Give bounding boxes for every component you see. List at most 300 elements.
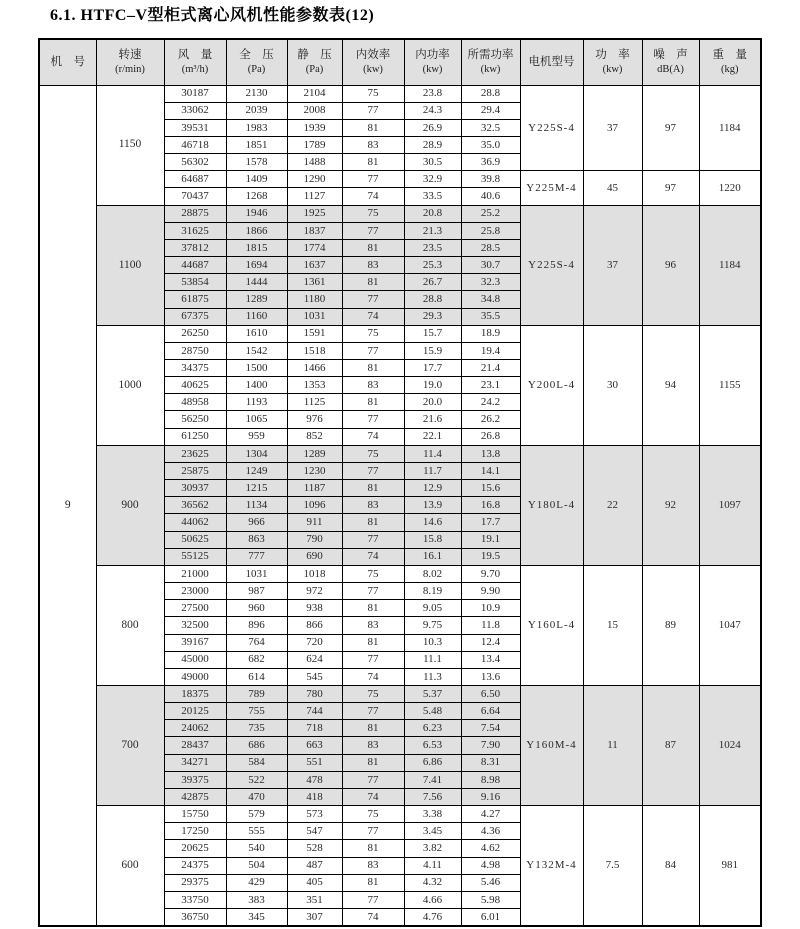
cell-airflow: 49000 bbox=[164, 668, 226, 685]
col-header-weight bbox=[699, 39, 761, 85]
col-header-label: 重 量 bbox=[712, 48, 747, 61]
cell-efficiency: 75 bbox=[342, 806, 404, 823]
cell-internal-power: 6.53 bbox=[404, 737, 461, 754]
cell-motor-power: 37 bbox=[583, 205, 642, 325]
cell-internal-power: 16.1 bbox=[404, 548, 461, 565]
col-header-label: 风 量 bbox=[177, 48, 213, 61]
cell-efficiency: 81 bbox=[342, 154, 404, 171]
cell-airflow: 56250 bbox=[164, 411, 226, 428]
cell-internal-power: 24.3 bbox=[404, 102, 461, 119]
cell-internal-power: 4.76 bbox=[404, 909, 461, 927]
cell-total-pressure: 1866 bbox=[226, 222, 287, 239]
cell-efficiency: 83 bbox=[342, 737, 404, 754]
cell-motor-power: 11 bbox=[583, 685, 642, 805]
cell-efficiency: 77 bbox=[342, 703, 404, 720]
cell-efficiency: 75 bbox=[342, 85, 404, 102]
cell-internal-power: 6.86 bbox=[404, 754, 461, 771]
cell-airflow: 25875 bbox=[164, 462, 226, 479]
cell-static-pressure: 1096 bbox=[287, 497, 342, 514]
col-header-unit: (Pa) bbox=[305, 63, 324, 75]
cell-required-power: 6.64 bbox=[461, 703, 520, 720]
table-row bbox=[39, 205, 761, 222]
table-row bbox=[39, 85, 761, 102]
cell-total-pressure: 614 bbox=[226, 668, 287, 685]
cell-internal-power: 20.0 bbox=[404, 394, 461, 411]
cell-required-power: 4.27 bbox=[461, 806, 520, 823]
cell-airflow: 61250 bbox=[164, 428, 226, 445]
cell-required-power: 40.6 bbox=[461, 188, 520, 205]
col-header-label: 内功率 bbox=[415, 48, 450, 61]
cell-airflow: 32500 bbox=[164, 617, 226, 634]
cell-airflow: 50625 bbox=[164, 531, 226, 548]
cell-required-power: 35.5 bbox=[461, 308, 520, 325]
cell-total-pressure: 1065 bbox=[226, 411, 287, 428]
cell-static-pressure: 418 bbox=[287, 788, 342, 805]
cell-efficiency: 77 bbox=[342, 171, 404, 188]
col-header-airflow bbox=[164, 39, 226, 85]
cell-speed: 1000 bbox=[96, 325, 164, 445]
cell-efficiency: 81 bbox=[342, 600, 404, 617]
cell-internal-power: 4.66 bbox=[404, 891, 461, 908]
cell-internal-power: 14.6 bbox=[404, 514, 461, 531]
cell-internal-power: 3.45 bbox=[404, 823, 461, 840]
cell-internal-power: 28.9 bbox=[404, 136, 461, 153]
cell-internal-power: 5.37 bbox=[404, 685, 461, 702]
cell-required-power: 32.5 bbox=[461, 119, 520, 136]
cell-efficiency: 75 bbox=[342, 445, 404, 462]
cell-internal-power: 4.32 bbox=[404, 874, 461, 891]
cell-static-pressure: 1591 bbox=[287, 325, 342, 342]
cell-internal-power: 8.02 bbox=[404, 565, 461, 582]
header-row bbox=[39, 39, 761, 85]
cell-airflow: 30187 bbox=[164, 85, 226, 102]
cell-total-pressure: 1851 bbox=[226, 136, 287, 153]
cell-efficiency: 81 bbox=[342, 239, 404, 256]
cell-airflow: 24375 bbox=[164, 857, 226, 874]
cell-required-power: 25.2 bbox=[461, 205, 520, 222]
cell-static-pressure: 1361 bbox=[287, 274, 342, 291]
cell-internal-power: 6.23 bbox=[404, 720, 461, 737]
cell-static-pressure: 547 bbox=[287, 823, 342, 840]
col-header-noise bbox=[642, 39, 699, 85]
table-row bbox=[39, 806, 761, 823]
cell-required-power: 8.31 bbox=[461, 754, 520, 771]
cell-motor-model: Y160L-4 bbox=[520, 565, 583, 685]
cell-required-power: 25.8 bbox=[461, 222, 520, 239]
cell-static-pressure: 1127 bbox=[287, 188, 342, 205]
cell-static-pressure: 351 bbox=[287, 891, 342, 908]
cell-speed: 900 bbox=[96, 445, 164, 565]
cell-weight: 981 bbox=[699, 806, 761, 926]
cell-required-power: 7.54 bbox=[461, 720, 520, 737]
cell-noise: 94 bbox=[642, 325, 699, 445]
cell-static-pressure: 1488 bbox=[287, 154, 342, 171]
col-header-required-power bbox=[461, 39, 520, 85]
cell-efficiency: 77 bbox=[342, 342, 404, 359]
cell-internal-power: 11.1 bbox=[404, 651, 461, 668]
cell-internal-power: 9.05 bbox=[404, 600, 461, 617]
cell-airflow: 48958 bbox=[164, 394, 226, 411]
cell-static-pressure: 551 bbox=[287, 754, 342, 771]
cell-total-pressure: 1193 bbox=[226, 394, 287, 411]
cell-static-pressure: 1125 bbox=[287, 394, 342, 411]
cell-required-power: 14.1 bbox=[461, 462, 520, 479]
cell-total-pressure: 345 bbox=[226, 909, 287, 927]
cell-total-pressure: 1542 bbox=[226, 342, 287, 359]
cell-total-pressure: 966 bbox=[226, 514, 287, 531]
table-body bbox=[39, 85, 761, 926]
col-header-label: 全 压 bbox=[239, 48, 274, 61]
cell-static-pressure: 852 bbox=[287, 428, 342, 445]
cell-internal-power: 32.9 bbox=[404, 171, 461, 188]
cell-weight: 1155 bbox=[699, 325, 761, 445]
cell-static-pressure: 2104 bbox=[287, 85, 342, 102]
cell-internal-power: 15.7 bbox=[404, 325, 461, 342]
cell-total-pressure: 987 bbox=[226, 583, 287, 600]
cell-static-pressure: 663 bbox=[287, 737, 342, 754]
cell-airflow: 39531 bbox=[164, 119, 226, 136]
cell-total-pressure: 1160 bbox=[226, 308, 287, 325]
cell-total-pressure: 1694 bbox=[226, 257, 287, 274]
cell-static-pressure: 1466 bbox=[287, 360, 342, 377]
cell-efficiency: 77 bbox=[342, 651, 404, 668]
col-header-label: 静 压 bbox=[297, 48, 332, 61]
cell-efficiency: 81 bbox=[342, 360, 404, 377]
cell-airflow: 24062 bbox=[164, 720, 226, 737]
cell-weight: 1097 bbox=[699, 445, 761, 565]
cell-internal-power: 8.19 bbox=[404, 583, 461, 600]
cell-static-pressure: 1789 bbox=[287, 136, 342, 153]
cell-airflow: 53854 bbox=[164, 274, 226, 291]
cell-static-pressure: 938 bbox=[287, 600, 342, 617]
cell-weight: 1184 bbox=[699, 85, 761, 171]
cell-efficiency: 77 bbox=[342, 102, 404, 119]
cell-efficiency: 74 bbox=[342, 668, 404, 685]
cell-required-power: 26.8 bbox=[461, 428, 520, 445]
cell-efficiency: 77 bbox=[342, 891, 404, 908]
cell-weight: 1024 bbox=[699, 685, 761, 805]
cell-internal-power: 5.48 bbox=[404, 703, 461, 720]
cell-airflow: 30937 bbox=[164, 480, 226, 497]
cell-static-pressure: 487 bbox=[287, 857, 342, 874]
cell-airflow: 61875 bbox=[164, 291, 226, 308]
cell-speed: 1100 bbox=[96, 205, 164, 325]
cell-total-pressure: 1268 bbox=[226, 188, 287, 205]
cell-static-pressure: 1230 bbox=[287, 462, 342, 479]
cell-internal-power: 7.41 bbox=[404, 771, 461, 788]
cell-efficiency: 81 bbox=[342, 480, 404, 497]
cell-motor-power: 37 bbox=[583, 85, 642, 171]
col-header-internal-power bbox=[404, 39, 461, 85]
cell-airflow: 44687 bbox=[164, 257, 226, 274]
cell-static-pressure: 1018 bbox=[287, 565, 342, 582]
col-header-efficiency bbox=[342, 39, 404, 85]
cell-motor-model: Y225S-4 bbox=[520, 205, 583, 325]
cell-required-power: 11.8 bbox=[461, 617, 520, 634]
cell-airflow: 55125 bbox=[164, 548, 226, 565]
cell-static-pressure: 720 bbox=[287, 634, 342, 651]
col-header-unit: (kw) bbox=[602, 63, 623, 75]
cell-airflow: 33750 bbox=[164, 891, 226, 908]
cell-static-pressure: 1774 bbox=[287, 239, 342, 256]
cell-motor-power: 45 bbox=[583, 171, 642, 205]
cell-internal-power: 15.8 bbox=[404, 531, 461, 548]
cell-required-power: 9.90 bbox=[461, 583, 520, 600]
cell-internal-power: 30.5 bbox=[404, 154, 461, 171]
cell-airflow: 33062 bbox=[164, 102, 226, 119]
cell-noise: 87 bbox=[642, 685, 699, 805]
cell-static-pressure: 744 bbox=[287, 703, 342, 720]
cell-required-power: 17.7 bbox=[461, 514, 520, 531]
col-header-label: 机 号 bbox=[50, 55, 85, 68]
cell-total-pressure: 1249 bbox=[226, 462, 287, 479]
cell-internal-power: 20.8 bbox=[404, 205, 461, 222]
cell-static-pressure: 478 bbox=[287, 771, 342, 788]
cell-efficiency: 74 bbox=[342, 428, 404, 445]
cell-total-pressure: 579 bbox=[226, 806, 287, 823]
col-header-unit: (kw) bbox=[422, 63, 443, 75]
cell-required-power: 13.6 bbox=[461, 668, 520, 685]
cell-airflow: 20625 bbox=[164, 840, 226, 857]
cell-airflow: 44062 bbox=[164, 514, 226, 531]
cell-weight: 1184 bbox=[699, 205, 761, 325]
cell-static-pressure: 790 bbox=[287, 531, 342, 548]
cell-static-pressure: 528 bbox=[287, 840, 342, 857]
cell-internal-power: 11.4 bbox=[404, 445, 461, 462]
cell-efficiency: 81 bbox=[342, 874, 404, 891]
cell-total-pressure: 686 bbox=[226, 737, 287, 754]
col-header-unit: (kw) bbox=[480, 63, 501, 75]
col-header-static-pressure bbox=[287, 39, 342, 85]
cell-motor-model: Y132M-4 bbox=[520, 806, 583, 926]
cell-internal-power: 26.7 bbox=[404, 274, 461, 291]
cell-required-power: 12.4 bbox=[461, 634, 520, 651]
cell-efficiency: 74 bbox=[342, 788, 404, 805]
cell-airflow: 36750 bbox=[164, 909, 226, 927]
cell-total-pressure: 2130 bbox=[226, 85, 287, 102]
cell-airflow: 23625 bbox=[164, 445, 226, 462]
cell-efficiency: 81 bbox=[342, 634, 404, 651]
cell-static-pressure: 976 bbox=[287, 411, 342, 428]
cell-required-power: 28.5 bbox=[461, 239, 520, 256]
cell-efficiency: 81 bbox=[342, 840, 404, 857]
cell-internal-power: 11.7 bbox=[404, 462, 461, 479]
cell-airflow: 28750 bbox=[164, 342, 226, 359]
cell-internal-power: 25.3 bbox=[404, 257, 461, 274]
cell-motor-power: 30 bbox=[583, 325, 642, 445]
cell-efficiency: 83 bbox=[342, 257, 404, 274]
cell-total-pressure: 1289 bbox=[226, 291, 287, 308]
cell-airflow: 18375 bbox=[164, 685, 226, 702]
cell-required-power: 19.4 bbox=[461, 342, 520, 359]
cell-total-pressure: 1946 bbox=[226, 205, 287, 222]
cell-efficiency: 74 bbox=[342, 548, 404, 565]
cell-static-pressure: 972 bbox=[287, 583, 342, 600]
cell-motor-model: Y180L-4 bbox=[520, 445, 583, 565]
cell-static-pressure: 1939 bbox=[287, 119, 342, 136]
cell-internal-power: 12.9 bbox=[404, 480, 461, 497]
col-header-motor-power bbox=[583, 39, 642, 85]
cell-required-power: 28.8 bbox=[461, 85, 520, 102]
cell-total-pressure: 1134 bbox=[226, 497, 287, 514]
cell-required-power: 34.8 bbox=[461, 291, 520, 308]
cell-machine-no: 9 bbox=[39, 85, 96, 926]
cell-required-power: 32.3 bbox=[461, 274, 520, 291]
cell-internal-power: 3.82 bbox=[404, 840, 461, 857]
cell-required-power: 23.1 bbox=[461, 377, 520, 394]
cell-static-pressure: 866 bbox=[287, 617, 342, 634]
cell-required-power: 8.98 bbox=[461, 771, 520, 788]
cell-efficiency: 75 bbox=[342, 565, 404, 582]
cell-noise: 97 bbox=[642, 85, 699, 171]
cell-total-pressure: 1304 bbox=[226, 445, 287, 462]
cell-total-pressure: 1444 bbox=[226, 274, 287, 291]
cell-efficiency: 77 bbox=[342, 462, 404, 479]
cell-static-pressure: 1637 bbox=[287, 257, 342, 274]
cell-efficiency: 83 bbox=[342, 497, 404, 514]
cell-internal-power: 10.3 bbox=[404, 634, 461, 651]
cell-required-power: 4.36 bbox=[461, 823, 520, 840]
cell-efficiency: 81 bbox=[342, 754, 404, 771]
cell-motor-power: 7.5 bbox=[583, 806, 642, 926]
cell-required-power: 21.4 bbox=[461, 360, 520, 377]
col-header-unit: (r/min) bbox=[115, 63, 145, 75]
cell-total-pressure: 1815 bbox=[226, 239, 287, 256]
cell-airflow: 34271 bbox=[164, 754, 226, 771]
cell-efficiency: 74 bbox=[342, 308, 404, 325]
cell-total-pressure: 777 bbox=[226, 548, 287, 565]
cell-required-power: 30.7 bbox=[461, 257, 520, 274]
cell-airflow: 26250 bbox=[164, 325, 226, 342]
table-row bbox=[39, 325, 761, 342]
cell-speed: 600 bbox=[96, 806, 164, 926]
cell-airflow: 34375 bbox=[164, 360, 226, 377]
cell-noise: 84 bbox=[642, 806, 699, 926]
cell-total-pressure: 896 bbox=[226, 617, 287, 634]
cell-internal-power: 13.9 bbox=[404, 497, 461, 514]
cell-total-pressure: 383 bbox=[226, 891, 287, 908]
cell-required-power: 18.9 bbox=[461, 325, 520, 342]
cell-total-pressure: 1578 bbox=[226, 154, 287, 171]
cell-airflow: 40625 bbox=[164, 377, 226, 394]
fan-performance-table bbox=[38, 38, 762, 927]
cell-weight: 1047 bbox=[699, 565, 761, 685]
col-header-label: 噪 声 bbox=[653, 48, 688, 61]
cell-airflow: 27500 bbox=[164, 600, 226, 617]
cell-efficiency: 83 bbox=[342, 857, 404, 874]
cell-total-pressure: 504 bbox=[226, 857, 287, 874]
col-header-unit: (kg) bbox=[721, 63, 739, 75]
cell-efficiency: 83 bbox=[342, 617, 404, 634]
cell-airflow: 15750 bbox=[164, 806, 226, 823]
cell-internal-power: 28.8 bbox=[404, 291, 461, 308]
cell-static-pressure: 573 bbox=[287, 806, 342, 823]
cell-required-power: 9.70 bbox=[461, 565, 520, 582]
cell-noise: 92 bbox=[642, 445, 699, 565]
cell-efficiency: 75 bbox=[342, 205, 404, 222]
table-row bbox=[39, 565, 761, 582]
cell-required-power: 15.6 bbox=[461, 480, 520, 497]
cell-internal-power: 9.75 bbox=[404, 617, 461, 634]
cell-internal-power: 33.5 bbox=[404, 188, 461, 205]
cell-static-pressure: 718 bbox=[287, 720, 342, 737]
cell-total-pressure: 540 bbox=[226, 840, 287, 857]
cell-required-power: 5.46 bbox=[461, 874, 520, 891]
cell-total-pressure: 470 bbox=[226, 788, 287, 805]
cell-required-power: 24.2 bbox=[461, 394, 520, 411]
cell-total-pressure: 789 bbox=[226, 685, 287, 702]
cell-efficiency: 74 bbox=[342, 909, 404, 927]
cell-internal-power: 26.9 bbox=[404, 119, 461, 136]
cell-required-power: 4.98 bbox=[461, 857, 520, 874]
cell-airflow: 21000 bbox=[164, 565, 226, 582]
cell-static-pressure: 545 bbox=[287, 668, 342, 685]
cell-required-power: 26.2 bbox=[461, 411, 520, 428]
cell-required-power: 5.98 bbox=[461, 891, 520, 908]
cell-airflow: 20125 bbox=[164, 703, 226, 720]
col-header-unit: (Pa) bbox=[247, 63, 266, 75]
cell-motor-model: Y160M-4 bbox=[520, 685, 583, 805]
cell-speed: 800 bbox=[96, 565, 164, 685]
cell-total-pressure: 735 bbox=[226, 720, 287, 737]
col-header-label: 电机型号 bbox=[528, 55, 575, 68]
cell-static-pressure: 1180 bbox=[287, 291, 342, 308]
cell-total-pressure: 522 bbox=[226, 771, 287, 788]
cell-total-pressure: 555 bbox=[226, 823, 287, 840]
cell-required-power: 10.9 bbox=[461, 600, 520, 617]
cell-static-pressure: 624 bbox=[287, 651, 342, 668]
cell-static-pressure: 1289 bbox=[287, 445, 342, 462]
cell-internal-power: 17.7 bbox=[404, 360, 461, 377]
table-header bbox=[39, 39, 761, 85]
cell-noise: 89 bbox=[642, 565, 699, 685]
cell-internal-power: 3.38 bbox=[404, 806, 461, 823]
cell-airflow: 17250 bbox=[164, 823, 226, 840]
cell-required-power: 13.8 bbox=[461, 445, 520, 462]
cell-airflow: 28437 bbox=[164, 737, 226, 754]
cell-static-pressure: 911 bbox=[287, 514, 342, 531]
cell-internal-power: 22.1 bbox=[404, 428, 461, 445]
cell-required-power: 16.8 bbox=[461, 497, 520, 514]
cell-airflow: 46718 bbox=[164, 136, 226, 153]
cell-required-power: 6.01 bbox=[461, 909, 520, 927]
col-header-unit: dB(A) bbox=[657, 63, 684, 75]
cell-static-pressure: 2008 bbox=[287, 102, 342, 119]
cell-motor-model: Y225M-4 bbox=[520, 171, 583, 205]
cell-airflow: 42875 bbox=[164, 788, 226, 805]
cell-total-pressure: 959 bbox=[226, 428, 287, 445]
cell-airflow: 56302 bbox=[164, 154, 226, 171]
cell-efficiency: 77 bbox=[342, 583, 404, 600]
cell-total-pressure: 1983 bbox=[226, 119, 287, 136]
cell-total-pressure: 2039 bbox=[226, 102, 287, 119]
cell-static-pressure: 690 bbox=[287, 548, 342, 565]
cell-airflow: 36562 bbox=[164, 497, 226, 514]
cell-internal-power: 15.9 bbox=[404, 342, 461, 359]
cell-total-pressure: 1031 bbox=[226, 565, 287, 582]
cell-total-pressure: 863 bbox=[226, 531, 287, 548]
cell-static-pressure: 1187 bbox=[287, 480, 342, 497]
cell-required-power: 13.4 bbox=[461, 651, 520, 668]
cell-efficiency: 83 bbox=[342, 136, 404, 153]
cell-internal-power: 23.8 bbox=[404, 85, 461, 102]
cell-motor-power: 22 bbox=[583, 445, 642, 565]
cell-static-pressure: 1837 bbox=[287, 222, 342, 239]
cell-motor-model: Y200L-4 bbox=[520, 325, 583, 445]
cell-total-pressure: 584 bbox=[226, 754, 287, 771]
table-row bbox=[39, 685, 761, 702]
cell-efficiency: 81 bbox=[342, 720, 404, 737]
